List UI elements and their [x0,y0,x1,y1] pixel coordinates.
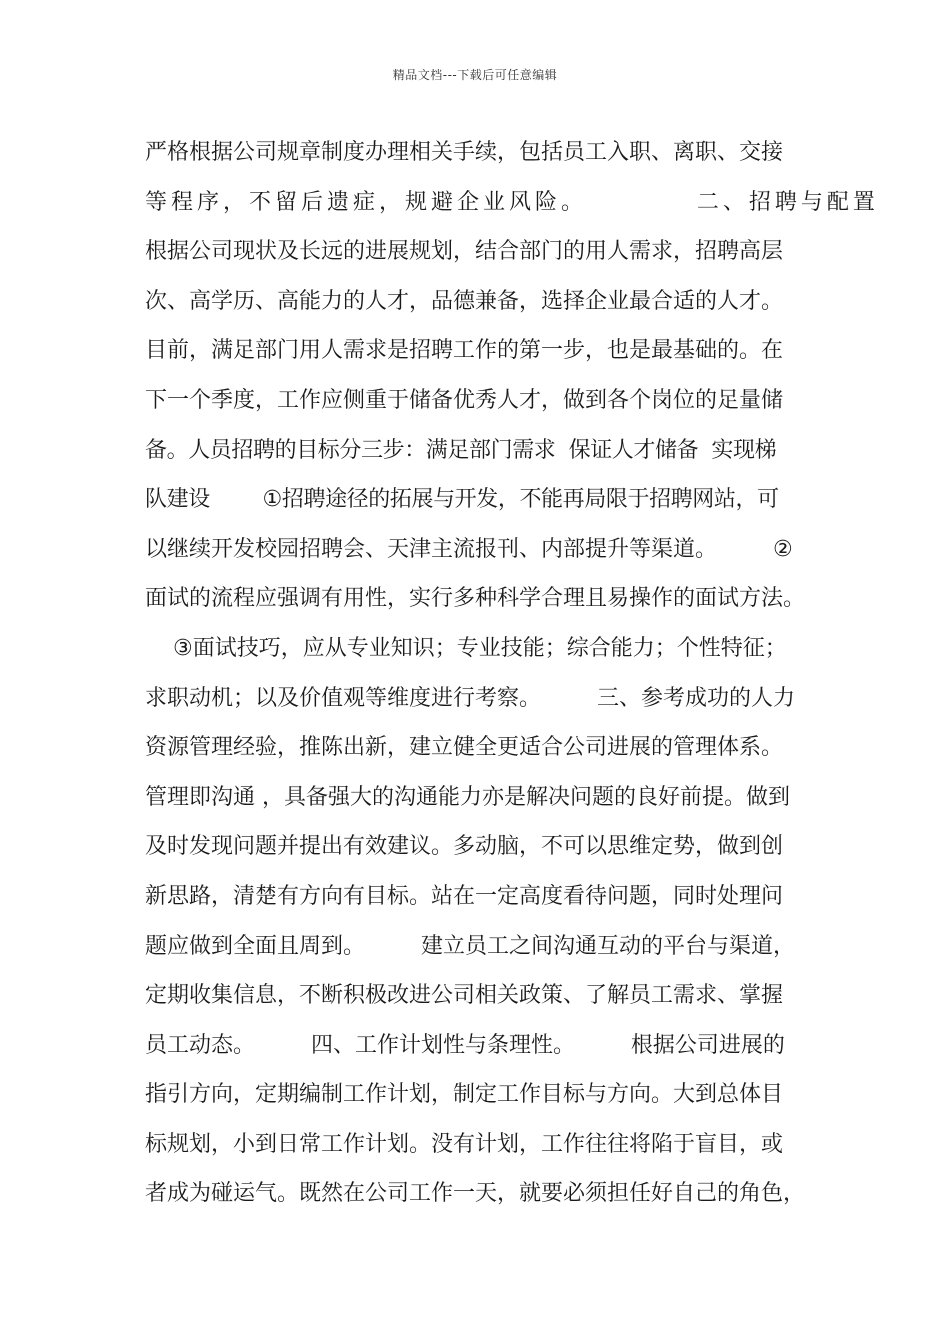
text-line: 管理即沟通 ，具备强大的沟通能力亦是解决问题的良好前提。做到 [145,784,790,810]
text-line: 严格根据公司规章制度办理相关手续，包括员工入职、离职、交接 [145,140,784,165]
document-body [145,128,879,1219]
text-line: 指引方向，定期编制工作计划，制定工作目标与方向。大到总体目 [145,1082,784,1108]
text-line: 者成为碰运气。既然在公司工作一天，就要必须担任好自己的角色， [145,1181,806,1207]
text-line: 标规划，小到日常工作计划。没有计划，工作往往将陷于盲目，或 [145,1131,784,1157]
text-line: 及时发现问题并提出有效建议。多动脑，不可以思维定势，做到创 [145,834,784,860]
document-header: 精品文档---下载后可任意编辑 [392,68,558,82]
text-line: 队建设 ①招聘途径的拓展与开发，不能再局限于招聘网站，可 [145,487,779,513]
text-line: 目前，满足部门用人需求是招聘工作的第一步，也是最基础的。在 [145,338,784,364]
text-line: 根据公司现状及长远的进展规划，结合部门的用人需求，招聘高层 [145,239,784,265]
text-line: ③面试技巧，应从专业知识；专业技能；综合能力；个性特征； [145,635,787,661]
text-line: 备。人员招聘的目标分三步：满足部门需求 保证人才储备 实现梯 [145,437,777,463]
text-line: 资源管理经验，推陈出新，建立健全更适合公司进展的管理体系。 [145,735,784,761]
text-line: 面试的流程应强调有用性，实行多种科学合理且易操作的面试方法。 [145,586,806,612]
text-line: 以继续开发校园招聘会、天津主流报刊、内部提升等渠道。 ② [145,536,793,562]
text-line: 求职动机；以及价值观等维度进行考察。 三、参考成功的人力 [145,685,795,711]
text-line: 定期收集信息，不断积极改进公司相关政策、了解员工需求、掌握 [145,983,784,1009]
text-line: 次、高学历、高能力的人才，品德兼备，选择企业最合适的人才。 [145,288,784,314]
text-line: 员工动态。 四、工作计划性与条理性。 根据公司进展的 [145,1032,785,1058]
text-line: 题应做到全面且周到。 建立员工之间沟通互动的平台与渠道， [145,933,795,959]
text-line: 下一个季度，工作应侧重于储备优秀人才，做到各个岗位的足量储 [145,387,784,413]
text-line: 新思路，清楚有方向有目标。站在一定高度看待问题，同时处理问 [145,883,784,909]
text-line: 等程序，不留后遗症，规避企业风险。 二、招聘与配置 [145,189,879,215]
